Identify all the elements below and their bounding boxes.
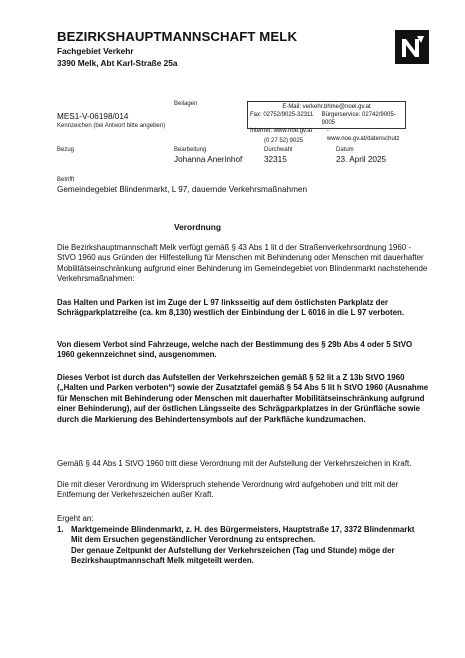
effective-paragraph: Gemäß § 44 Abs 1 StVO 1960 tritt diese Verordnung mit der Aufstellung der Verkehrszeichen in Kraft. <box>57 459 412 468</box>
contact-box <box>247 101 406 142</box>
recipient-text: Marktgemeinde Blindenmarkt, z. H. des Bürgermeisters, Hauptstraße 17, 3372 Blindenmarkt <box>71 525 415 534</box>
document-title: Verordnung <box>174 222 221 232</box>
extension: 32315 <box>264 155 287 164</box>
recipient-item <box>57 525 431 567</box>
signage-paragraph: Dieses Verbot ist durch das Aufstellen der Verkehrszeichen gemäß § 52 lit a Z 13b StVO 1960 („Halten und Parken verboten“) sowie der Zusatztafel gemäß § 54 Abs 5 lit h StVO 1960 (Ausnahme für Menschen mit Behinderung oder Menschen mit dauerhafter Mobilitätseinschränkung aufgrund einer Behinderung), auf der östlichen Längsseite des Schrägparkplatzes in der Grünfläche sowie durch die Markierung des Behindertensymbols auf der Parkfläche kundzumachen. <box>57 373 429 424</box>
ergeht-label: Ergeht an: <box>57 514 94 523</box>
betreff-text: Gemeindegebiet Blindenmarkt, L 97, dauernde Verkehrsmaßnahmen <box>57 185 308 194</box>
datum-label: Datum <box>336 147 354 153</box>
repeal-paragraph: Die mit dieser Verordnung im Widerspruch stehende Verordnung wird aufgehoben und tritt mit der Entfernung der Verkehrszeichen außer Kraft. <box>57 480 399 500</box>
clerk-name: Johanna Anerinhof <box>174 155 243 164</box>
contact-buergerservice: Bürgerservice: 02742/9005-9005 <box>321 112 396 126</box>
recipient-number: 1. <box>57 525 64 534</box>
authority-address: 3390 Melk, Abt Karl-Straße 25a <box>57 58 178 68</box>
contact-datenschutz: - www.noe.gv.at/datenschutz <box>326 128 400 142</box>
beilagen-label: Beilagen <box>174 101 198 107</box>
contact-internet: Internet: www.noe.gv.at <box>250 128 313 134</box>
reference-code: MES1-V-06198/014 <box>57 112 129 121</box>
prohibition-paragraph: Das Halten und Parken ist im Zuge der L 97 linksseitig auf dem östlichsten Parkplatz der Schrägparkplatzreihe (ca. km 8,130) westlich der Einbindung der L 6016 in die L 97 verboten. <box>57 298 405 318</box>
phone-area: (0 27 52) 9025 <box>264 138 304 144</box>
betreff-label: Betrifft <box>57 177 75 183</box>
authority-name: BEZIRKSHAUPTMANNSCHAFT MELK <box>57 29 298 44</box>
reference-hint: Kennzeichen (bei Antwort bitte angeben) <box>57 123 166 129</box>
noe-logo-icon <box>395 30 429 64</box>
bezug-label: Bezug <box>57 147 75 153</box>
department-name: Fachgebiet Verkehr <box>57 46 134 56</box>
contact-email: E-Mail: verkehr.bhme@noel.gv.at <box>282 104 371 110</box>
durchwahl-label: Durchwahl <box>264 147 293 153</box>
recipient-note-2: Der genaue Zeitpunkt der Aufstellung der Verkehrszeichen (Tag und Stunde) möge der Bezirkshauptmannschaft Melk mitgeteilt werden. <box>71 545 395 566</box>
intro-paragraph: Die Bezirkshauptmannschaft Melk verfügt gemäß § 43 Abs 1 lit d der Straßenverkehrsordnung 1960 - StVO 1960 aus Gründen der Hilfestellung für Menschen mit Behinderung oder Menschen mit dauerhafter Mobilitätseinschränkung aufgrund einer Behinderung im Gemeindegebiet von Blindenmarkt nachstehende Verkehrsmaßnahmen: <box>57 243 428 284</box>
recipient-note-1: Mit dem Ersuchen gegenständlicher Verordnung zu entsprechen. <box>71 535 316 545</box>
contact-fax: Fax: 02752/9025-32311 <box>250 112 314 118</box>
bearbeitung-label: Bearbeitung <box>174 147 207 153</box>
exception-paragraph: Von diesem Verbot sind Fahrzeuge, welche nach der Bestimmung des § 29b Abs 4 oder 5 StVO 1960 gekennzeichnet sind, ausgenommen. <box>57 340 413 360</box>
document-date: 23. April 2025 <box>336 155 387 164</box>
